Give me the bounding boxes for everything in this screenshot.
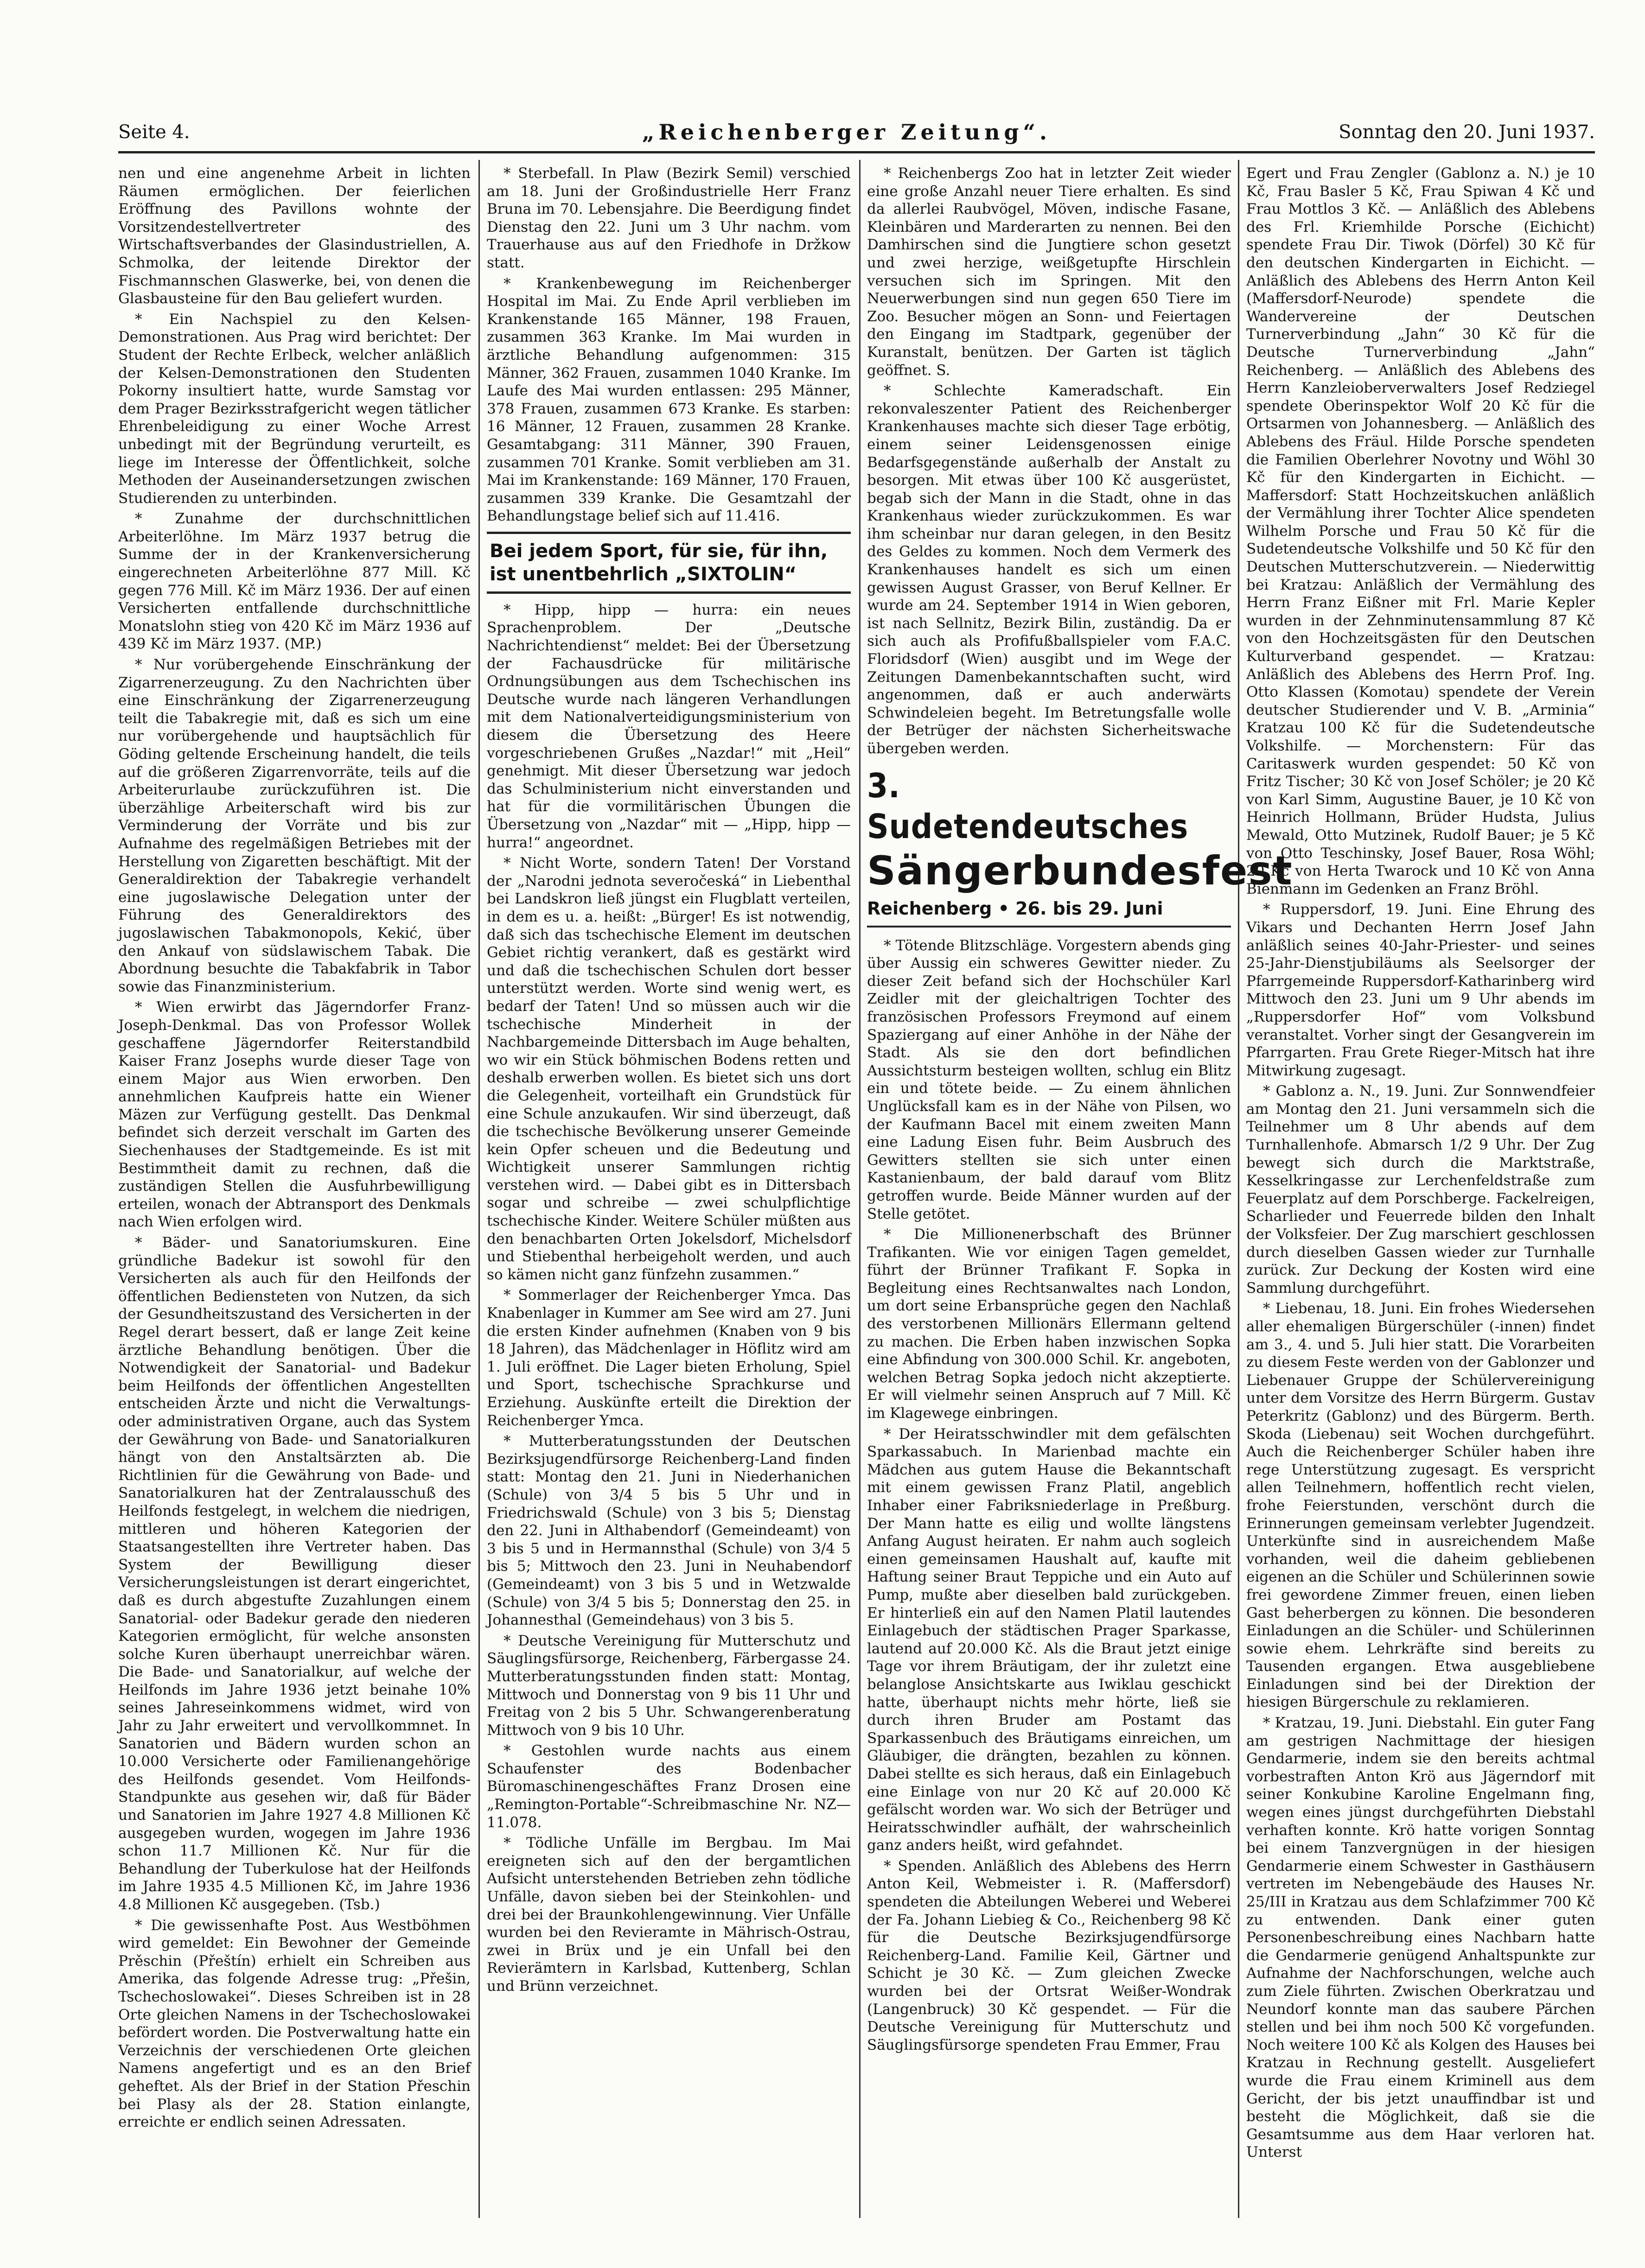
- article: * Mutterberatungsstunden der Deutschen Bezirksjugendfürsorge Reichenberg-Land finden statt: Montag den 21. Juni in Niederhanichen (Schule) von 3/4 5 bis 5 Uhr und in Friedrichswald (Schule) von 3 bis 5; Dienstag den 22. Juni in Althabendorf (Gemeindeamt) von 3 bis 5 und in Hermannsthal (Schule) von 3/4 5 bis 5; Mittwoch den 23. Juni in Neuhabendorf (Gemeindeamt) von 3 bis 5 und in Wetzwalde (Schule) von 3/4 5 bis 5; Donnerstag den 25. in Johannesthal (Gemeindehaus) von 3 bis 5.: [487, 1433, 851, 1629]
- masthead-title: „Reichenberger Zeitung“.: [642, 120, 1052, 145]
- article: * Sterbefall. In Plaw (Bezirk Semil) verschied am 18. Juni der Großindustrielle Herr Franz Bruna im 70. Lebensjahre. Die Beerdigung findet Dienstag den 22. Juni um 3 Uhr nachm. vom Trauerhause aus auf den Friedhofe in Držkow statt.: [487, 165, 851, 271]
- column-2: [487, 165, 851, 2213]
- article: * Nur vorübergehende Einschränkung der Zigarrenerzeugung. Zu den Nachrichten über eine Einschränkung der Zigarrenerzeugung teilt die Tabakregie mit, daß es sich um eine nur vorübergehende und hauptsächlich für Göding geltende Erscheinung handelt, die teils auf die größeren Zigarrenvorräte, teils auf die Arbeiterurlaube zurückzuführen ist. Die überzählige Arbeiterschaft wird bis zur Verminderung der Vorräte und bis zur Aufnahme des regelmäßigen Betriebes mit der Herstellung von Zigaretten beschäftigt. Mit der Generaldirektion der Tabakregie verhandelt eine jugoslawische Delegation unter der Führung des Generaldirektors des jugoslawischen Tabakmonopols, Kekić, über den Ankauf von südslawischem Tabak. Die Abordnung besuchte die Tabakfabrik in Tabor sowie das Finanzministerium.: [118, 656, 471, 995]
- page-number: Seite 4.: [118, 121, 190, 143]
- article: * Ruppersdorf, 19. Juni. Eine Ehrung des Vikars und Dechanten Herrn Josef Jahn anläßlich seines 40-Jahr-Priester- und seines 25-Jahr-Dienstjubiläums als Seelsorger der Pfarrgemeinde Ruppersdorf-Katharinberg wird Mittwoch den 23. Juni um 9 Uhr abends im „Ruppersdorfer Hof“ vom Volksbund veranstaltet. Vorher singt der Gesangverein im Pfarrgarten. Frau Grete Rieger-Mitsch hat ihre Mitwirkung zugesagt.: [1246, 901, 1595, 1079]
- column-3: [867, 165, 1293, 2213]
- article: Egert und Frau Zengler (Gablonz a. N.) je 10 Kč, Frau Basler 5 Kč, Frau Spiwan 4 Kč und Frau Mottlos 3 Kč. — Anläßlich des Ablebens des Frl. Kriemhilde Porsche (Eichicht) spendete Frau Dir. Tiwok (Dörfel) 30 Kč für den deutschen Kindergarten in Eichicht. — Anläßlich des Ablebens des Herrn Anton Keil (Maffersdorf-Neurode) spendete die Wandervereine der Deutschen Turnerverbindung „Jahn“ 30 Kč für die Deutsche Turnerverbindung „Jahn“ Reichenberg. — Anläßlich des Ablebens des Herrn Kanzleioberverwalters Josef Redziegel spendete Oberinspektor Wolf 20 Kč für die Ortsarmen von Johannesberg. — Anläßlich des Ablebens des Fräul. Hilde Porsche spendeten die Familien Oberlehrer Novotny und Wöhl 30 Kč für den Kindergarten in Eichicht. — Maffersdorf: Statt Hochzeitskuchen anläßlich der Vermählung ihrer Tochter Alice spendeten Wilhelm Porsche und Frau 50 Kč für die Sudetendeutsche Volkshilfe und 50 Kč für den Deutschen Mutterschutzverein. — Niederwittig bei Kratzau: Anläßlich der Vermählung des Herrn Franz Eißner mit Frl. Marie Kepler wurden in der Zehnminutensammlung 87 Kč von den Hochzeitsgästen für den Deutschen Kulturverband gespendet. — Kratzau: Anläßlich des Ablebens des Herrn Prof. Ing. Otto Klassen (Komotau) spendete der Verein deutscher Studierender und V. B. „Arminia“ Kratzau 100 Kč für die Sudetendeutsche Volkshilfe. — Morchenstern: Für das Caritaswerk wurden gespendet: 50 Kč von Fritz Tischer; 30 Kč von Josef Schöler; je 20 Kč von Karl Simm, Augustine Bauer, je 10 Kč von Heinrich Hollmann, Brüder Hudsta, Julius Mewald, Otto Mutzinek, Rudolf Bauer; je 5 Kč von Otto Teschinsky, Josef Bauer, Rosa Wöhl; 20 Kč von Herta Twarock und 10 Kč von Anna Bienmann im Gedenken an Franz Bröhl.: [1246, 165, 1595, 897]
- article: * Der Heiratsschwindler mit dem gefälschten Sparkassabuch. In Marienbad machte ein Mädchen aus gutem Hause die Bekanntschaft mit einem gewissen Franz Platil, angeblich Inhaber einer Fabriksniederlage in Preßburg. Der Mann hatte es eilig und wollte längstens Anfang August heiraten. Er nahm auch sogleich einen gemeinsamen Haushalt auf, kaufte mit Haftung seiner Braut Teppiche und ein Auto auf Pump, mußte aber dieselben bald zurückgeben. Er hinterließ ein auf den Namen Platil lautendes Einlagebuch der städtischen Prager Sparkasse, lautend auf 20.000 Kč. Als die Braut jetzt einige Tage vor ihrem Bräutigam, der ihr zuletzt eine belanglose Ansichtskarte aus Iwiklau geschickt hatte, überhaupt nichts mehr hörte, ließ sie durch ihren Bruder am Postamt das Sparkassenbuch des Bräutigams einreichen, um Gläubiger, die drängten, bezahlen zu können. Dabei stellte es sich heraus, daß ein Einlagebuch eine Einlage von nur 20 Kč auf 20.000 Kč gefälscht worden war. Wo sich der Betrüger und Heiratsschwindler aufhält, der wahrscheinlich ganz anders heißt, wird gefahndet.: [867, 1425, 1231, 1854]
- article: * Gablonz a. N., 19. Juni. Zur Sonnwendfeier am Montag den 21. Juni versammeln sich die Teilnehmer um 8 Uhr abends auf dem Turnhallenhofe. Abmarsch 1/2 9 Uhr. Der Zug bewegt sich durch die Marktstraße, Kesselkringasse zur Lerchenfeldstraße zum Feuerplatz auf dem Porschberge. Fackelreigen, Scharlieder und Feuerrede bilden den Inhalt der Volksfeier. Der Zug marschiert geschlossen durch dieselben Gassen wieder zur Turnhalle zurück. Zur Deckung der Kosten wird eine Sammlung durchgeführt.: [1246, 1083, 1595, 1296]
- column-rule: [1238, 160, 1239, 2218]
- article: nen und eine angenehme Arbeit in lichten Räumen ermöglichen. Der feierlichen Eröffnung des Pavillons wohnte der Vorsitzendestellvertreter des Wirtschaftsverbandes der Glasindustriellen, A. Schmolka, der leitende Direktor der Fischmannschen Glaswerke, bei, von denen die Glasbausteine für den Bau geliefert wurden.: [118, 165, 471, 307]
- article: * Sommerlager der Reichenberger Ymca. Das Knabenlager in Kummer am See wird am 27. Juni die ersten Kinder aufnehmen (Knaben von 9 bis 18 Jahren), das Mädchenlager in Höflitz wird am 1. Juli eröffnet. Die Lager bieten Erholung, Spiel und Sport, tschechische Sprachkurse und Erziehung. Auskünfte erteilt die Direktion der Reichenberger Ymca.: [487, 1287, 851, 1429]
- article: * Wien erwirbt das Jägerndorfer Franz-Joseph-Denkmal. Das von Professor Wollek geschaffene Jägerndorfer Reiterstandbild Kaiser Franz Josephs wurde dieser Tage von einem Major aus Wien erworben. Den annehmlichen Kaufpreis hatte ein Wiener Mäzen zur Verfügung gestellt. Das Denkmal befindet sich derzeit verschalt im Garten des Siechenhauses der Stadtgemeinde. Es ist mit Bestimmtheit damit zu rechnen, daß die zuständigen Stellen die Ausfuhrbewilligung erteilen, wonach der Abtransport des Denkmals nach Wien erfolgen wird.: [118, 999, 471, 1231]
- article: * Nicht Worte, sondern Taten! Der Vorstand der „Narodni jednota severočeská“ in Liebenthal bei Landskron ließ jüngst ein Flugblatt verteilen, in dem es u. a. heißt: „Bürger! Es ist notwendig, daß sich das tschechische Element im deutschen Gebiet richtig verankert, daß es gestärkt wird und daß die tschechischen Schulen dort besser unterstützt werden. Worte sind wenig wert, es bedarf der Taten! Und so müssen auch wir die tschechische Minderheit in der Nachbargemeinde Dittersbach im Auge behalten, wo wir ein Stück böhmischen Bodens retten und deshalb erwerben wollen. Es bietet sich uns dort die Gelegenheit, vorteilhaft ein Grundstück für eine Schule anzukaufen. Wir sind überzeugt, daß die tschechische Bevölkerung unserer Gemeinde kein Opfer scheuen und die Bedeutung und Wichtigkeit unserer Sammlungen richtig verstehen wird. — Dabei gibt es in Dittersbach sogar und schreibe — zwei schulpflichtige tschechische Kinder. Weitere Schüler müßten aus den benachbarten Orten Jokelsdorf, Michelsdorf und Stiebenthal herbeigeholt werden, und auch so kämen nicht ganz fünfzehn zusammen.“: [487, 855, 851, 1283]
- column-4: [1246, 165, 1595, 2213]
- issue-date: Sonntag den 20. Juni 1937.: [1339, 121, 1595, 143]
- sixtolin-advertisement: Bei jedem Sport, für sie, für ihn, ist unentbehrlich „SIXTOLIN“: [487, 532, 851, 594]
- running-head: [118, 115, 1595, 152]
- saengerbundesfest-announcement: [867, 765, 1293, 928]
- announcement-headline: Sängerbundesfest: [867, 847, 1293, 894]
- header-rule: [118, 151, 1595, 153]
- article: * Tötende Blitzschläge. Vorgestern abends ging über Aussig ein schweres Gewitter nieder. Zu dieser Zeit befand sich der Hochschüler Karl Zeidler mit der gleichaltrigen Tochter des französischen Professors Freymond auf einem Spaziergang auf einer Anhöhe in der Nähe der Stadt. Als sie den dort befindlichen Aussichtsturm besteigen wollten, schlug ein Blitz ein und tötete beide. — Zu einem ähnlichen Unglücksfall kam es in der Nähe von Pilsen, wo der Kaufmann Bacel mit einem zweiten Mann eine Ladung Eisen fuhr. Beim Ausbruch des Gewitters stellten sie sich unter einen Kastanienbaum, der bald darauf vom Blitz getroffen wurde. Beide Männer wurden auf der Stelle getötet.: [867, 937, 1231, 1222]
- announcement-dates: Reichenberg • 26. bis 29. Juni: [867, 895, 1231, 928]
- column-rule: [859, 160, 861, 2218]
- article: * Die Millionenerbschaft des Brünner Trafikanten. Wie vor einigen Tagen gemeldet, führt der Brünner Trafikant F. Sopka in Begleitung eines Rechtsanwaltes nach London, um dort seine Erbansprüche gegen den Nachlaß des verstorbenen Millionärs Ellermann geltend zu machen. Die Erben haben inzwischen Sopka eine Abfindung von 300.000 Schil. Kr. angeboten, welchen Betrag Sopka jedoch nicht akzeptierte. Er will vielmehr seinen Anspruch auf 7 Mill. Kč im Klagewege einbringen.: [867, 1226, 1231, 1422]
- article: * Spenden. Anläßlich des Ablebens des Herrn Anton Keil, Webmeister i. R. (Maffersdorf) spendeten die Abteilungen Weberei und Weberei der Fa. Johann Liebieg & Co., Reichenberg 98 Kč für die Deutsche Bezirksjugendfürsorge Reichenberg-Land. Familie Keil, Gärtner und Schicht je 30 Kč. — Zum gleichen Zwecke wurden bei der Ortsrat Weißer-Wondrak (Langenbruck) 30 Kč gespendet. — Für die Deutsche Vereinigung für Mutterschutz und Säuglingsfürsorge spendeten Frau Emmer, Frau: [867, 1857, 1231, 2053]
- article: * Schlechte Kameradschaft. Ein rekonvaleszenter Patient des Reichenberger Krankenhauses machte sich dieser Tage erbötig, einem seiner Leidensgenossen einige Bedarfsgegenstände außerhalb der Anstalt zu besorgen. Mit etwas über 100 Kč ausgerüstet, begab sich der Mann in die Stadt, ohne in das Krankenhaus wieder zurückzukommen. Es war ihm scheinbar nur daran gelegen, in den Besitz des Geldes zu kommen. Noch dem Vermerk des Krankenhauses handelt es sich um einen gewissen August Grasser, von Beruf Kellner. Er wurde am 24. September 1914 in Wien geboren, ist nach Sellnitz, Bezirk Bilin, zuständig. Da er sich auch als Profifußballspieler vom F.A.C. Floridsdorf (Wien) ausgibt und im Wege der Zeitungen Damenbekanntschaften sucht, wird angenommen, daß er auch anderwärts Schwindeleien begeht. Im Betretungsfalle wolle der Betrüger der nächsten Sicherheitswache übergeben werden.: [867, 382, 1231, 757]
- article: * Die gewissenhafte Post. Aus Westböhmen wird gemeldet: Ein Bewohner der Gemeinde Prěschin (Přeštín) erhielt ein Schreiben aus Amerika, das folgende Adresse trug: „Přešin, Tschechoslowakei“. Dieses Schreiben ist in 28 Orte gleichen Namens in der Tschechoslowakei befördert worden. Die Postverwaltung hatte ein Verzeichnis der verschiedenen Orte gleichen Namens angefertigt und es an den Brief geheftet. Als der Brief in der Station Přeschin bei Plasy als der 28. Station einlangte, erreichte er endlich seinen Adressaten.: [118, 1917, 471, 2131]
- article: * Liebenau, 18. Juni. Ein frohes Wiedersehen aller ehemaligen Bürgerschüler (-innen) findet am 3., 4. und 5. Juli hier statt. Die Vorarbeiten zu diesem Feste werden von der Gablonzer und Liebenauer Gruppe der Schülervereinigung unter dem Vorsitze des Herrn Bürgerm. Gustav Peterkritz (Gablonz) und des Bürgerm. Berth. Skoda (Liebenau) seit Wochen durchgeführt. Auch die Reichenberger Schüler haben ihre rege Unterstützung zugesagt. Es verspricht allen Teilnehmern, hoffentlich recht vielen, frohe Feierstunden, verschönt durch die Erinnerungen gemeinsam verlebter Jugendzeit. Unterkünfte sind in ausreichendem Maße vorhanden, weil die daheim gebliebenen eigenen an die Schüler und Schülerinnen sowie frei gewordene Zimmer freuen, einen lieben Gast beherbergen zu können. Die besonderen Einladungen an die Schüler- und Schülerinnen sowie ehem. Lehrkräfte sind bereits zu Tausenden ergangen. Etwa ausgebliebene Einladungen sind bei der Direktion der hiesigen Bürgerschule zu reklamieren.: [1246, 1300, 1595, 1711]
- article: * Hipp, hipp — hurra: ein neues Sprachenproblem. Der „Deutsche Nachrichtendienst“ meldet: Bei der Übersetzung der Fachausdrücke für militärische Ordnungsübungen aus dem Tschechischen ins Deutsche wurde nach längeren Verhandlungen mit dem Nationalverteidigungsministerium von diesem die Übersetzung des Heere vorgeschriebenen Grußes „Nazdar!“ mit „Heil“ genehmigt. Mit dieser Übersetzung war jedoch das Schulministerium nicht einverstanden und hat für die vormilitärischen Übungen die Übersetzung von „Nazdar“ mit — „Hipp, hipp — hurra!“ angeordnet.: [487, 601, 851, 851]
- article: * Ein Nachspiel zu den Kelsen-Demonstrationen. Aus Prag wird berichtet: Der Student der Rechte Erlbeck, welcher anläßlich der Kelsen-Demonstrationen den Studenten Pokorny insultiert hatte, wurde Samstag vor dem Prager Bezirksstrafgericht wegen tätlicher Ehrenbeleidigung zu einer Woche Arrest unbedingt mit der Begründung verurteilt, es liege im Interesse der Öffentlichkeit, solche Methoden der Auseinandersetzungen zwischen Studierenden zu unterbinden.: [118, 311, 471, 507]
- article: * Kratzau, 19. Juni. Diebstahl. Ein guter Fang am gestrigen Nachmittage der hiesigen Gendarmerie, indem sie den bereits achtmal vorbestraften Anton Krö aus Jägerndorf mit seiner Konkubine Karoline Engelmann fing, wegen eines jüngst durchgeführten Diebstahl verhaften konnte. Krö hatte vorigen Sonntag bei einem Tanzvergnügen in der hiesigen Gendarmerie einem Schwester in Gasthäusern vertreten im Nebengebäude des Hauses Nr. 25/III in Kratzau aus dem Schlafzimmer 700 Kč zu entwenden. Dank einer guten Personenbeschreibung eines Nachbarn hatte die Gendarmerie genügend Anhaltspunkte zur Aufnahme der Nachforschungen, welche auch zum Ziele führten. Zwischen Oberkratzau und Neundorf konnte man das saubere Pärchen stellen und bei ihm noch 500 Kč vorgefunden. Noch weitere 100 Kč als Kolgen des Hauses bei Kratzau in Rechnung gestellt. Ausgeliefert wurde die Frau einem Kriminell aus dem Gericht, der bis jetzt unauffindbar ist und besteht die Möglichkeit, daß sie die Gesamtsumme aus dem Haar verloren hat. Unterst: [1246, 1715, 1595, 2161]
- article: * Gestohlen wurde nachts aus einem Schaufenster des Bodenbacher Büromaschinengeschäftes Franz Drosen eine „Remington-Portable“-Schreibmaschine Nr. NZ—11.078.: [487, 1742, 851, 1831]
- article: * Zunahme der durchschnittlichen Arbeiterlöhne. Im März 1937 betrug die Summe der in der Krankenversicherung eingerechneten Arbeiterlöhne 877 Mill. Kč gegen 776 Mill. Kč im März 1936. Der auf einen Versicherten entfallende durchschnittliche Monatslohn stieg von 420 Kč im März 1936 auf 439 Kč im März 1937. (MP.): [118, 510, 471, 653]
- column-rule: [478, 160, 480, 2218]
- column-1: [118, 165, 471, 2213]
- article: * Reichenbergs Zoo hat in letzter Zeit wieder eine große Anzahl neuer Tiere erhalten. Es sind da allerlei Raubvögel, Möven, indische Fasane, Kleinbären und Marderarten zu nennen. Bei den Damhirschen sind die Jungtiere schon gesetzt und zwei herzige, weißgetupfte Hirschlein versuchen sich im Springen. Mit den Neuerwerbungen sind nun gegen 650 Tiere im Zoo. Besucher mögen an Sonn- und Feiertagen den Eingang im Stadtpark, gegenüber der Kuranstalt, benützen. Der Garten ist täglich geöffnet. S.: [867, 165, 1231, 379]
- article: * Bäder- und Sanatoriumskuren. Eine gründliche Badekur ist sowohl für den Versicherten als auch für den Heilfonds der öffentlichen Bediensteten von Nutzen, da sich der Gesundheitszustand des Versicherten in der Regel derart bessert, daß er lange Zeit keine ärztliche Behandlung benötigen. Über die Notwendigkeit der Sanatorial- und Badekur beim Heilfonds der öffentlichen Angestellten entscheiden Ärzte und nicht die Verwaltungs- oder administrativen Organe, auch das System der Gewährung von Bade- und Sanatorialkuren hängt von den Anstaltsärzten ab. Die Richtlinien für die Gewährung von Bade- und Sanatorialkuren hat der Zentralausschuß des Heilfonds festgelegt, in welchem die niedrigen, mittleren und höheren Kategorien der Staatsangestellten ihre Vertreter haben. Das System der Bewilligung dieser Versicherungsleistungen ist derart eingerichtet, daß es durch abgestufte Zuzahlungen einem Sanatorial- oder Badekur gerade den niederen Kategorien ermöglicht, für welche ansonsten solche Kuren überhaupt unerreichbar wären. Die Bade- und Sanatorialkur, auf welche der Heilfonds im Jahre 1936 jetzt beinahe 10% seines Jahreseinkommens widmet, wird von Jahr zu Jahr erweitert und vervollkommnet. In Sanatorien und Bädern wurden schon an 10.000 Versicherte oder Familienangehörige des Heilfonds gesendet. Vom Heilfonds-Standpunkte aus gesehen wir, daß für Bäder und Sanatorien im Jahre 1927 4.8 Millionen Kč ausgegeben wurden, wogegen im Jahre 1936 schon 11.7 Millionen Kč. Nur für die Behandlung der Tuberkulose hat der Heilfonds im Jahre 1935 4.5 Millionen Kč, im Jahre 1936 4.8 Millionen Kč ausgegeben. (Tsb.): [118, 1234, 471, 1913]
- article: * Deutsche Vereinigung für Mutterschutz und Säuglingsfürsorge, Reichenberg, Färbergasse 24. Mutterberatungsstunden finden statt: Montag, Mittwoch und Donnerstag von 9 bis 11 Uhr und Freitag von 2 bis 5 Uhr. Schwangerenberatung Mittwoch von 9 bis 10 Uhr.: [487, 1632, 851, 1739]
- article: * Krankenbewegung im Reichenberger Hospital im Mai. Zu Ende April verblieben im Krankenstande 165 Männer, 198 Frauen, zusammen 363 Kranke. Im Mai wurden in ärztliche Behandlung aufgenommen: 315 Männer, 362 Frauen, zusammen 1040 Kranke. Im Laufe des Mai wurden entlassen: 295 Männer, 378 Frauen, zusammen 673 Kranke. Es starben: 16 Männer, 12 Frauen, zusammen 28 Kranke. Gesamtabgang: 311 Männer, 390 Frauen, zusammen 701 Kranke. Somit verblieben am 31. Mai im Krankenstande: 169 Männer, 170 Frauen, zusammen 339 Kranke. Die Gesamtzahl der Behandlungstage belief sich auf 11.416.: [487, 275, 851, 525]
- announcement-line: 3. Sudetendeutsches: [867, 766, 1189, 846]
- article: * Tödliche Unfälle im Bergbau. Im Mai ereigneten sich auf den der bergamtlichen Aufsicht unterstehenden Betrieben zehn tödliche Unfälle, davon sieben bei der Steinkohlen- und drei bei der Braunkohlengewinnung. Vier Unfälle wurden bei den Revieramte in Mährisch-Ostrau, zwei in Brüx und je ein Unfall bei den Revierämtern in Karlsbad, Kuttenberg, Schlan und Brünn verzeichnet.: [487, 1835, 851, 1995]
